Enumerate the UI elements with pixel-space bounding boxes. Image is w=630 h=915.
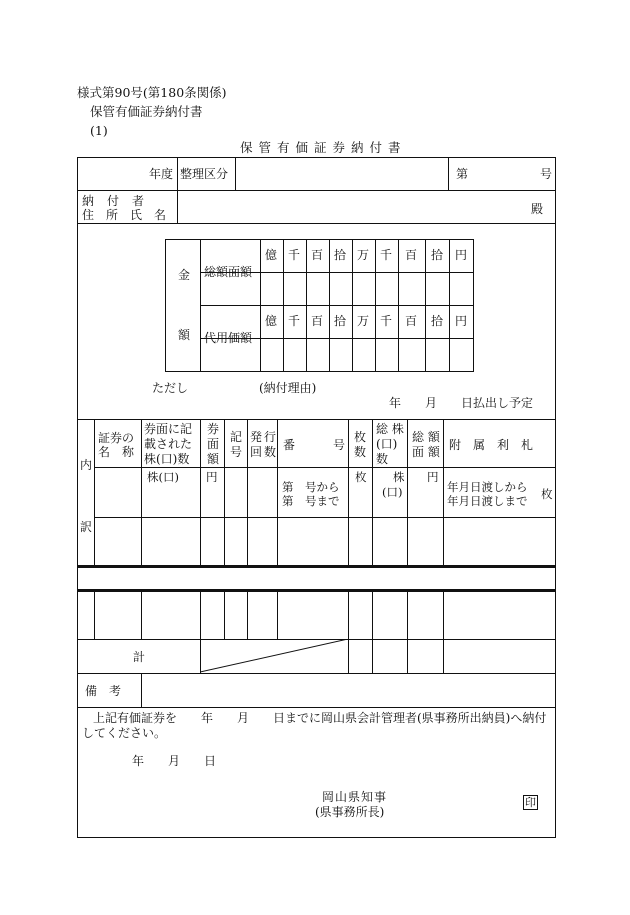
- header-face-3: 株(口)数: [144, 452, 190, 466]
- unit-sheets: 枚: [355, 470, 367, 484]
- header-symbol-1: 記: [230, 430, 243, 444]
- number-prefix: 第: [456, 167, 469, 181]
- unit-sen-2: 千: [380, 248, 393, 262]
- header-face-amount-1: 券: [207, 422, 220, 436]
- issue-date: 年 月 日: [132, 754, 217, 768]
- number-suffix: 号: [540, 167, 553, 181]
- amount-kin: 金: [178, 268, 191, 282]
- unit-sen: 千: [288, 314, 301, 328]
- header-count-2: 数: [354, 445, 367, 459]
- header-total-shares-2: (口): [376, 437, 398, 451]
- unit-juu: 拾: [334, 248, 347, 262]
- header-face-amount-2: 面: [207, 437, 220, 451]
- header-face-1: 券面に記: [144, 422, 193, 436]
- number-from: 第 号から: [282, 480, 340, 494]
- unit-yen: 円: [455, 314, 468, 328]
- instruction-line-1: 上記有価証券を 年 月 日までに岡山県会計管理者(県事務所出納員)へ納付: [93, 711, 547, 725]
- unit-oku: 億: [265, 248, 278, 262]
- header-coupon: 附 属 利 札: [449, 438, 534, 452]
- document-title: 保管有価証券納付書: [240, 140, 407, 155]
- total-row-diagonal: [200, 639, 348, 673]
- unit-man: 万: [357, 248, 370, 262]
- unit-hyaku: 百: [311, 248, 324, 262]
- honorific: 殿: [531, 202, 544, 216]
- seal-mark: 印: [525, 796, 536, 809]
- unit-face-yen: 円: [206, 470, 218, 484]
- unit-man: 万: [357, 314, 370, 328]
- header-total-face-1: 総 額: [412, 430, 440, 444]
- fiscal-year-label: 年度: [149, 167, 174, 181]
- payout-date: 年 月 日払出し予定: [389, 396, 534, 410]
- item-number: (1): [90, 123, 108, 138]
- header-total-shares-1: 総 株: [376, 422, 404, 436]
- remarks-field[interactable]: [145, 678, 545, 702]
- header-number-left: 番: [283, 438, 296, 452]
- unit-juu-2: 拾: [431, 314, 444, 328]
- unit-hyaku: 百: [311, 314, 324, 328]
- header-issue-2: 回数: [250, 445, 279, 459]
- proviso-label: ただし: [152, 381, 189, 395]
- header-total-face-2: 面 額: [412, 445, 440, 459]
- form-frame: [77, 157, 556, 837]
- coupon-from: 年月日渡しから: [447, 480, 528, 494]
- payer-field[interactable]: [181, 195, 521, 219]
- unit-total-shares-1: 株: [393, 470, 405, 484]
- signer-governor: 岡山県知事: [322, 790, 388, 804]
- unit-hyaku-2: 百: [405, 248, 418, 262]
- header-name-1: 証券の: [98, 431, 135, 445]
- unit-shares: 株(口): [147, 470, 179, 484]
- remarks-label: 備 考: [85, 684, 122, 698]
- unit-yen: 円: [455, 248, 468, 262]
- coupon-to: 年月日渡しまで: [447, 494, 528, 508]
- amount-gaku: 額: [178, 328, 191, 342]
- header-face-2: 載された: [144, 437, 193, 451]
- substitute-value-label: 代用価額: [204, 331, 253, 345]
- header-symbol-2: 号: [230, 445, 243, 459]
- unit-juu: 拾: [334, 314, 347, 328]
- header-number-right: 号: [333, 438, 346, 452]
- header-issue-1: 発行: [250, 430, 279, 444]
- coupon-sheets: 枚: [541, 487, 553, 501]
- payer-address-label: 住 所 氏 名: [82, 208, 167, 222]
- form-number: 様式第90号(第180条関係): [77, 85, 227, 100]
- unit-sen-2: 千: [380, 314, 393, 328]
- unit-total-yen: 円: [427, 470, 439, 484]
- header-total-shares-3: 数: [376, 452, 389, 466]
- classification-label: 整理区分: [180, 167, 229, 181]
- unit-oku: 億: [265, 314, 278, 328]
- number-to: 第 号まで: [282, 494, 340, 508]
- detail-side-label-bottom: 訳: [80, 520, 93, 534]
- unit-sen: 千: [288, 248, 301, 262]
- instruction-line-2: してください。: [82, 726, 167, 740]
- header-count-1: 枚: [354, 430, 367, 444]
- header-face-amount-3: 額: [207, 452, 220, 466]
- unit-total-shares-2: (口): [382, 485, 403, 499]
- form-name: 保管有価証券納付書: [90, 104, 203, 119]
- classification-field[interactable]: [239, 162, 444, 186]
- total-label: 計: [133, 650, 146, 664]
- payer-label: 納 付 者: [82, 194, 145, 208]
- unit-hyaku-2: 百: [405, 314, 418, 328]
- signer-office-head: (県事務所長): [315, 805, 385, 819]
- unit-juu-2: 拾: [431, 248, 444, 262]
- total-face-label: 総額面額: [204, 265, 253, 279]
- header-name-2: 名 称: [98, 445, 135, 459]
- reason-label: (納付理由): [259, 381, 317, 395]
- detail-side-label-top: 内: [80, 458, 93, 472]
